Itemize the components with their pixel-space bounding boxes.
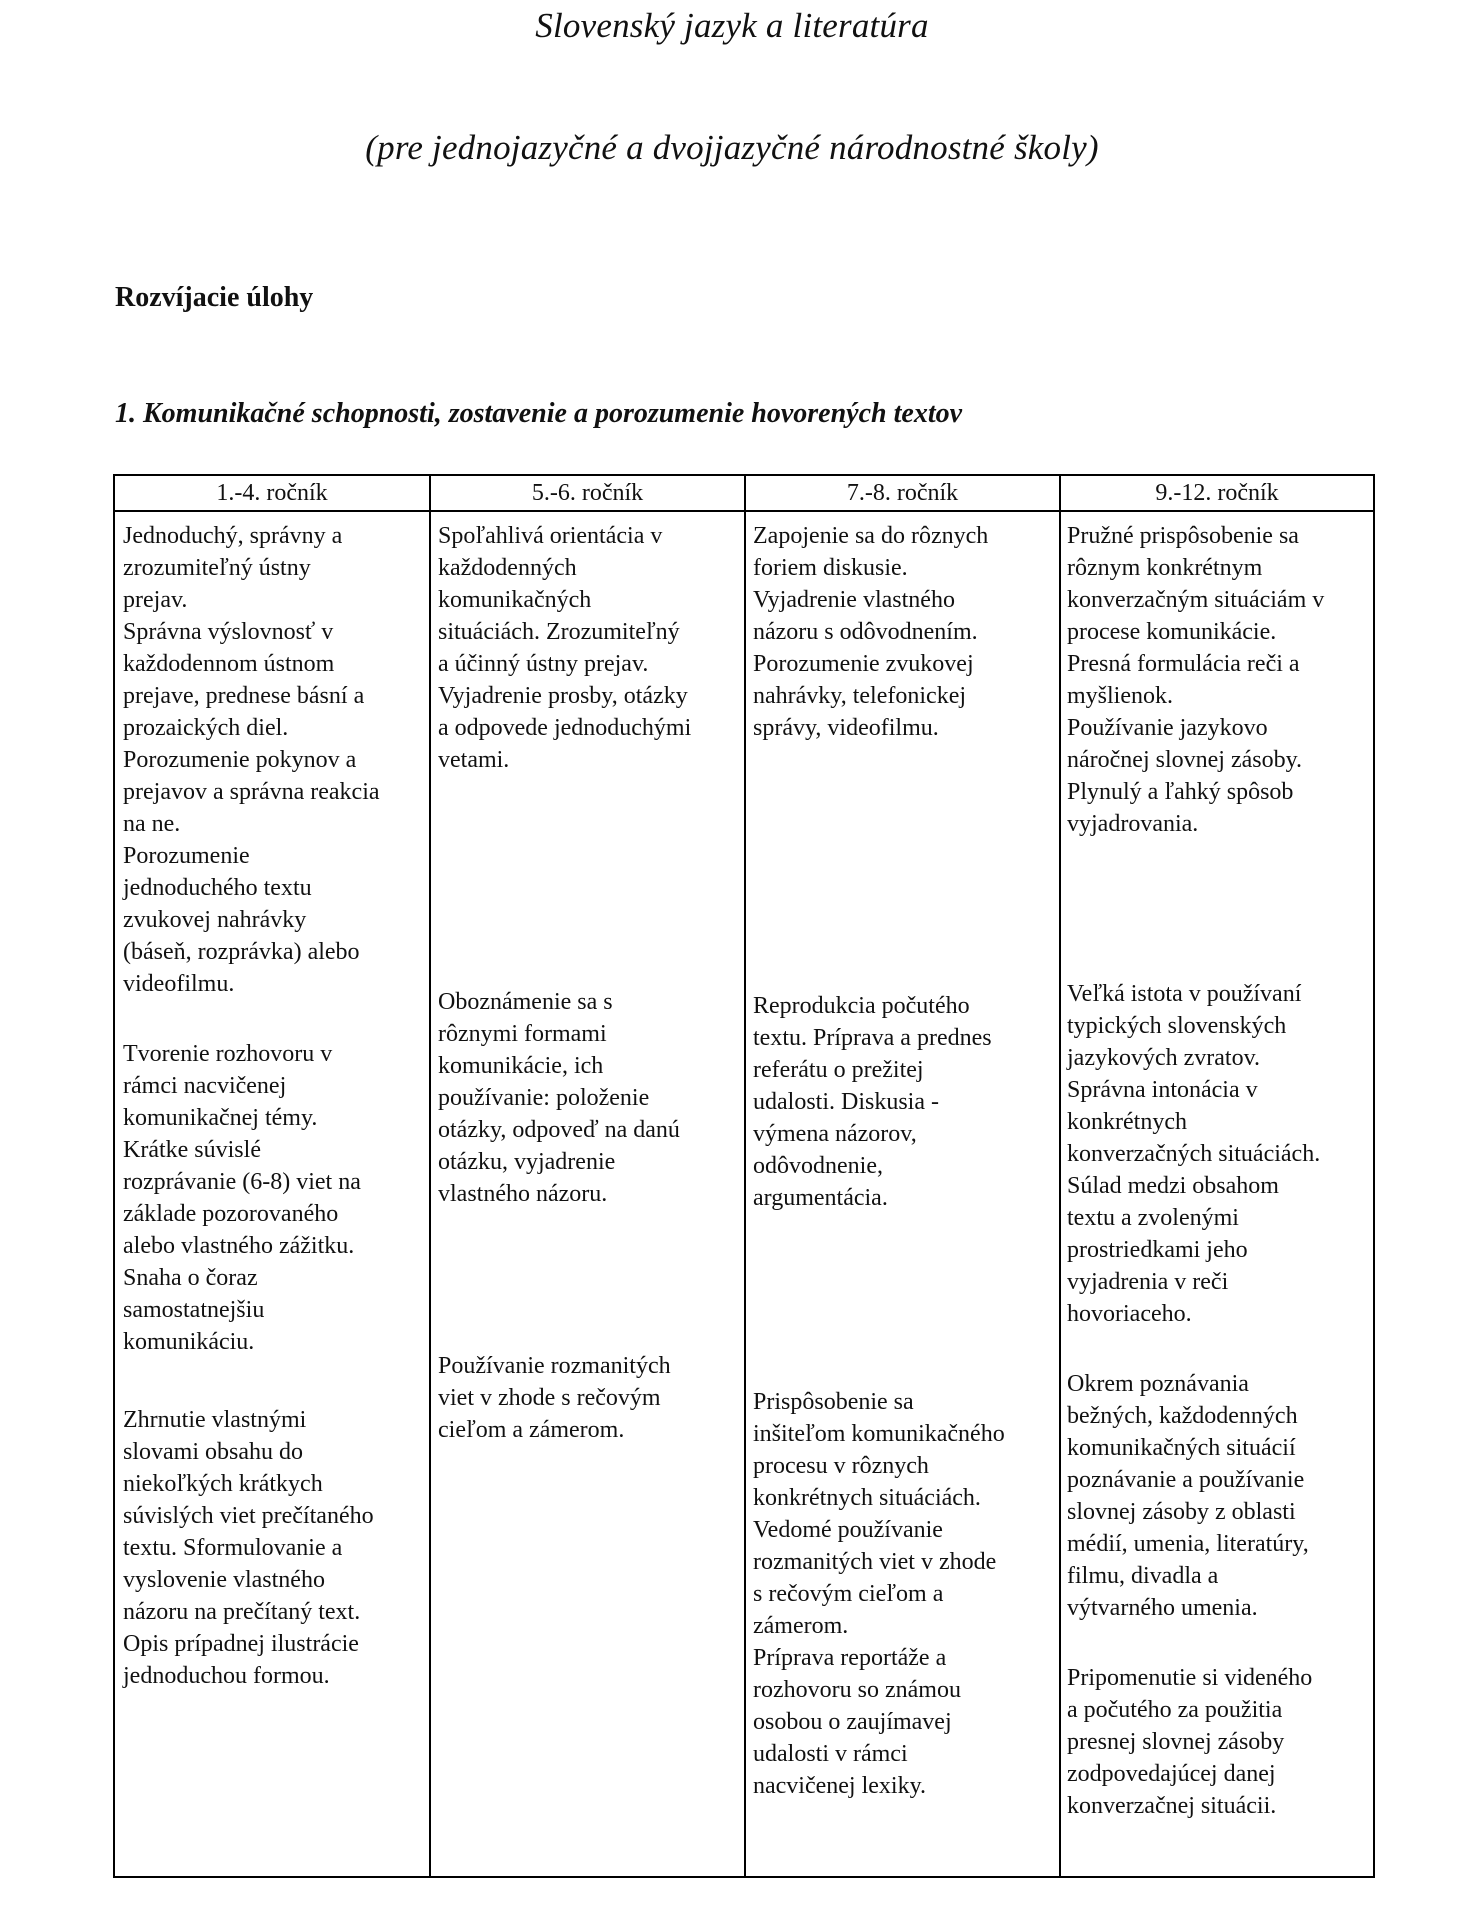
grade-5-6-cell-block: Používanie rozmanitých viet v zhode s rečovým cieľom a zámerom. xyxy=(438,1353,671,1443)
grade-9-12-cell-block: Veľká istota v používaní typických slovenských jazykových zvratov. Správna intonácia v konkrétnych konverzačných situáciách. Súlad medzi obsahom textu a zvolenými prostriedkami jeho vyjadrenia v reči hovoriaceho. xyxy=(1067,981,1321,1327)
column-divider xyxy=(429,476,431,1876)
grade-5-6-cell-block: Spoľahlivá orientácia v každodenných komunikačných situáciách. Zrozumiteľný a účinný ústny prejav. Vyjadrenie prosby, otázky a odpovede jednoduchými vetami. xyxy=(438,523,692,773)
subsection-heading: 1. Komunikačné schopnosti, zostavenie a porozumenie hovorených textov xyxy=(115,398,963,429)
column-divider xyxy=(1059,476,1061,1876)
grade-7-8-cell-block: Zapojenie sa do rôznych foriem diskusie. Vyjadrenie vlastného názoru s odôvodnením. Porozumenie zvukovej nahrávky, telefonickej správy, videofilmu. xyxy=(753,523,989,741)
grade-9-12-cell-block: Pripomenutie si videného a počutého za použitia presnej slovnej zásoby zodpovedajúcej danej konverzačnej situácii. xyxy=(1067,1665,1313,1819)
grade-7-8-cell-block: Prispôsobenie sa inšiteľom komunikačného procesu v rôznych konkrétnych situáciách. Vedomé používanie rozmanitých viet v zhode s rečovým cieľom a zámerom. Príprava reportáže a rozhovoru so známou osobou o zaujímavej udalosti v rámci nacvičenej lexiky. xyxy=(753,1389,1005,1799)
header-grade-7-8: 7.-8. ročník xyxy=(846,480,959,506)
grade-1-4-cell-block: Jednoduchý, správny a zrozumiteľný ústny prejav. Správna výslovnosť v každodennom ústnom prejave, prednese básní a prozaických diel. Porozumenie pokynov a prejavov a správna reakcia na ne. Porozumenie jednoduchého textu zvukovej nahrávky (báseň, rozprávka) alebo videofilmu. xyxy=(123,523,380,997)
header-grade-1-4: 1.-4. ročník xyxy=(216,480,328,506)
grade-9-12-cell-block: Okrem poznávania bežných, každodenných komunikačných situácií poznávanie a používanie slovnej zásoby z oblasti médií, umenia, literatúry, filmu, divadla a výtvarného umenia. xyxy=(1067,1371,1309,1621)
section-heading: Rozvíjacie úlohy xyxy=(115,282,314,313)
grade-1-4-cell-block: Tvorenie rozhovoru v rámci nacvičenej komunikačnej témy. Krátke súvislé rozprávanie (6-8) viet na základe pozorovaného alebo vlastného zážitku. Snaha o čoraz samostatnejšiu komunikáciu. xyxy=(123,1041,361,1355)
header-grade-5-6: 5.-6. ročník xyxy=(531,480,644,506)
document-subtitle: (pre jednojazyčné a dvojjazyčné národnostné školy) xyxy=(365,128,1099,167)
grade-5-6-cell-block: Oboznámenie sa s rôznymi formami komunikácie, ich používanie: položenie otázky, odpoveď na danú otázku, vyjadrenie vlastného názoru. xyxy=(438,989,680,1207)
grade-1-4-cell-block: Zhrnutie vlastnými slovami obsahu do niekoľkých krátkych súvislých viet prečítaného textu. Sformulovanie a vyslovenie vlastného názoru na prečítaný text. Opis prípadnej ilustrácie jednoduchou formou. xyxy=(123,1407,374,1689)
column-divider xyxy=(744,476,746,1876)
header-grade-9-12: 9.-12. ročník xyxy=(1155,480,1279,506)
grade-9-12-cell-block: Pružné prispôsobenie sa rôznym konkrétnym konverzačným situáciám v procese komunikácie. Presná formulácia reči a myšlienok. Používanie jazykovo náročnej slovnej zásoby. Plynulý a ľahký spôsob vyjadrovania. xyxy=(1067,523,1325,837)
document-title: Slovenský jazyk a literatúra xyxy=(535,6,929,45)
curriculum-table xyxy=(113,474,1375,1878)
grade-7-8-cell-block: Reprodukcia počutého textu. Príprava a prednes referátu o prežitej udalosti. Diskusia - výmena názorov, odôvodnenie, argumentácia. xyxy=(753,993,992,1211)
